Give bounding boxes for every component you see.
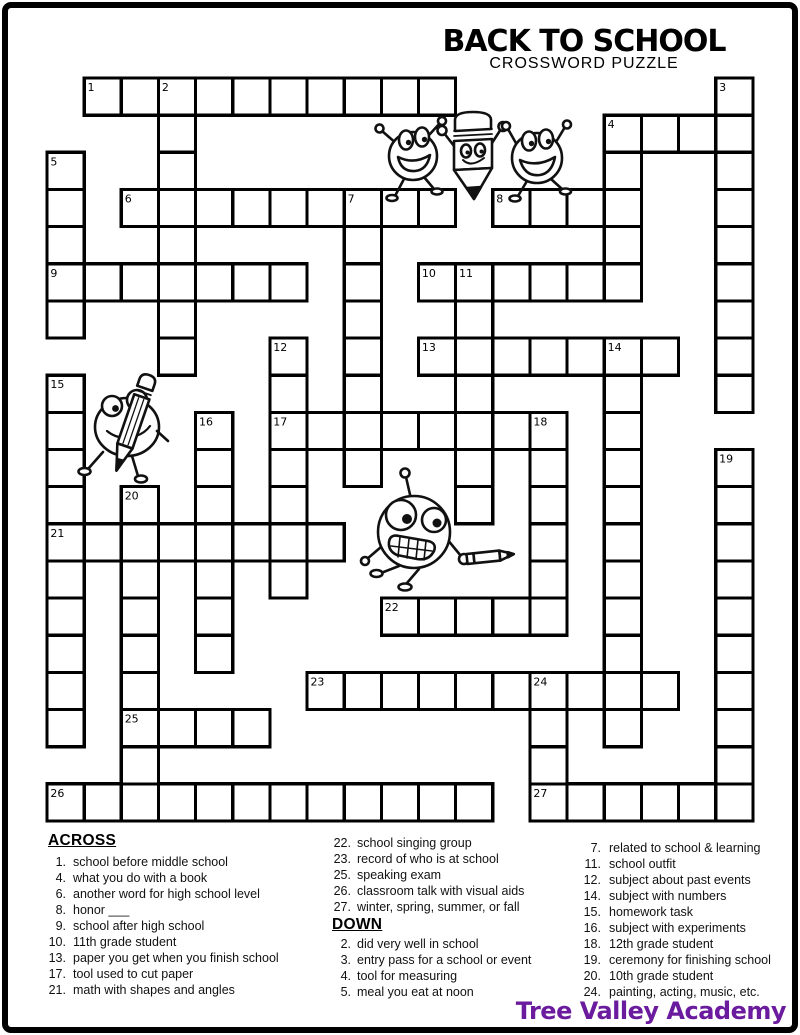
grid-cell[interactable]	[604, 450, 641, 487]
clue-text: subject about past events	[609, 873, 751, 887]
grid-cell[interactable]	[270, 524, 307, 561]
clue-number: 4.	[340, 969, 351, 983]
grid-cell[interactable]	[84, 524, 121, 561]
grid-cell[interactable]	[716, 710, 753, 747]
cell-number: 1	[87, 81, 95, 94]
grid-cell[interactable]	[381, 784, 418, 821]
clue-text: speaking exam	[357, 868, 442, 882]
cell-number: 9	[50, 266, 58, 280]
clue-text: painting, acting, music, etc.	[609, 985, 760, 999]
grid-cell[interactable]	[530, 710, 567, 747]
grid-cell[interactable]	[456, 338, 493, 375]
grid-cell[interactable]	[158, 338, 195, 375]
grid-cell[interactable]	[419, 412, 456, 449]
grid-cell[interactable]	[716, 747, 753, 784]
grid-cell[interactable]	[567, 784, 604, 821]
grid-cell[interactable]	[47, 412, 84, 449]
grid-cell[interactable]	[233, 78, 270, 115]
grid-cell[interactable]	[716, 301, 753, 338]
grid-cell[interactable]	[307, 524, 344, 561]
grid-cell[interactable]	[716, 227, 753, 264]
clue-text: homework task	[609, 905, 694, 919]
cell-number: 17	[273, 415, 288, 429]
grid-cell[interactable]	[456, 784, 493, 821]
clue-item	[40, 934, 332, 950]
grid-cell[interactable]	[196, 784, 233, 821]
clue-text: honor ___	[73, 903, 130, 917]
grid-cell[interactable]	[158, 524, 195, 561]
grid-cell[interactable]	[530, 450, 567, 487]
grid-cell[interactable]	[604, 412, 641, 449]
clue-number: 8.	[55, 903, 66, 917]
grid-cell[interactable]	[530, 338, 567, 375]
grid-cell[interactable]	[196, 598, 233, 635]
grid-cell[interactable]	[233, 524, 270, 561]
clue-text: record of who is at school	[357, 852, 499, 866]
cell-number: 10	[421, 266, 436, 280]
grid-cell[interactable]	[716, 598, 753, 635]
grid-cell[interactable]	[196, 450, 233, 487]
grid-cell[interactable]	[233, 189, 270, 226]
grid-cell[interactable]	[270, 487, 307, 524]
clue-text: entry pass for a school or event	[357, 953, 532, 967]
down-clue-list-2	[565, 840, 797, 1000]
grid-cell[interactable]	[716, 487, 753, 524]
clue-number: 13.	[48, 951, 66, 965]
grid-cell[interactable]	[419, 598, 456, 635]
grid-cell[interactable]	[196, 264, 233, 301]
grid-cell[interactable]	[270, 784, 307, 821]
grid-cell[interactable]	[344, 784, 381, 821]
clue-text: did very well in school	[357, 937, 479, 951]
clue-item	[40, 950, 332, 966]
grid-cell[interactable]	[47, 561, 84, 598]
grid-cell[interactable]	[456, 450, 493, 487]
grid-cell[interactable]	[158, 152, 195, 189]
grid-cell[interactable]	[381, 412, 418, 449]
grid-cell[interactable]	[307, 189, 344, 226]
cell-number: 19	[719, 452, 734, 466]
grid-cell[interactable]	[270, 450, 307, 487]
cell-number: 21	[50, 526, 65, 540]
grid-cell[interactable]	[716, 375, 753, 412]
grid-cell[interactable]	[344, 338, 381, 375]
clue-text: tool for measuring	[357, 969, 458, 983]
cell-number: 4	[607, 118, 615, 132]
grid-cell[interactable]	[716, 635, 753, 672]
grid-cell[interactable]	[716, 338, 753, 375]
clue-text: meal you eat at noon	[357, 985, 474, 999]
grid-cell[interactable]	[196, 710, 233, 747]
grid-cell[interactable]	[567, 338, 604, 375]
cell-number: 2	[161, 81, 169, 94]
middle-clue-column	[315, 835, 567, 1000]
grid-cell[interactable]	[419, 672, 456, 709]
pencil-character	[438, 112, 508, 199]
cell-number: 7	[347, 192, 355, 206]
grid-cell[interactable]	[567, 672, 604, 709]
clue-text: school singing group	[357, 836, 472, 850]
grid-cell[interactable]	[530, 487, 567, 524]
clue-item	[565, 856, 797, 872]
grid-cell[interactable]	[604, 635, 641, 672]
grid-cell[interactable]	[716, 672, 753, 709]
grid-cell[interactable]	[121, 524, 158, 561]
grid-cell[interactable]	[270, 561, 307, 598]
cell-number: 20	[124, 489, 139, 503]
cell-number: 25	[124, 712, 139, 726]
grid-cell[interactable]	[121, 264, 158, 301]
grid-cell[interactable]	[716, 152, 753, 189]
grid-cell[interactable]	[121, 561, 158, 598]
grid-cell[interactable]	[196, 524, 233, 561]
cell-number: 14	[607, 341, 622, 355]
clue-text: 11th grade student	[73, 935, 177, 949]
clue-item	[315, 851, 567, 867]
grid-cell[interactable]	[344, 672, 381, 709]
clue-item	[40, 966, 332, 982]
grid-cell[interactable]	[604, 784, 641, 821]
brand-logo: Tree Valley Academy	[515, 997, 786, 1025]
grid-cell[interactable]	[121, 598, 158, 635]
clue-number: 11.	[584, 857, 601, 871]
grid-cell[interactable]	[530, 747, 567, 784]
grid-cell[interactable]	[716, 189, 753, 226]
clue-item	[315, 899, 567, 915]
grid-cell[interactable]	[307, 784, 344, 821]
clue-text: related to school & learning	[609, 841, 761, 855]
grid-cell[interactable]	[47, 598, 84, 635]
cell-number: 18	[533, 415, 548, 429]
down-header: DOWN	[332, 916, 383, 933]
cell-number: 11	[459, 266, 474, 280]
cell-number: 13	[421, 341, 436, 355]
grid-cell[interactable]	[604, 264, 641, 301]
grid-cell[interactable]	[344, 412, 381, 449]
grid-cell[interactable]	[233, 784, 270, 821]
grid-cell[interactable]	[530, 264, 567, 301]
grid-cell[interactable]	[158, 227, 195, 264]
grid-cell[interactable]	[158, 784, 195, 821]
cell-number: 5	[50, 155, 58, 169]
clue-text: paper you get when you finish school	[73, 951, 279, 965]
grid-cell[interactable]	[641, 784, 678, 821]
clue-text: subject with experiments	[609, 921, 746, 935]
clue-number: 4.	[55, 871, 66, 885]
grid-cell[interactable]	[344, 227, 381, 264]
clue-text: 12th grade student	[609, 937, 714, 951]
clue-text: tool used to cut paper	[73, 967, 194, 981]
grid-cell[interactable]	[270, 189, 307, 226]
grid-cell[interactable]	[307, 78, 344, 115]
clue-number: 23.	[333, 852, 351, 866]
grid-cell[interactable]	[270, 264, 307, 301]
clue-item	[40, 918, 332, 934]
cell-number: 22	[384, 601, 399, 615]
grid-cell[interactable]	[679, 115, 716, 152]
clue-item	[565, 952, 797, 968]
cell-number: 15	[50, 378, 65, 392]
cell-number: 26	[50, 786, 65, 800]
clue-item	[40, 886, 332, 902]
grid-cell[interactable]	[233, 264, 270, 301]
cell-number: 23	[310, 675, 325, 689]
grid-cell[interactable]	[493, 672, 530, 709]
clue-item	[315, 952, 567, 968]
grid-cell[interactable]	[456, 598, 493, 635]
clue-item	[40, 982, 332, 998]
grid-cell[interactable]	[196, 487, 233, 524]
clue-text: 10th grade student	[609, 969, 714, 983]
clue-number: 22.	[333, 836, 351, 850]
clue-item	[565, 888, 797, 904]
grid-cell[interactable]	[493, 412, 530, 449]
grid-cell[interactable]	[158, 301, 195, 338]
grid-cell[interactable]	[604, 524, 641, 561]
clue-number: 25.	[333, 868, 351, 882]
grid-cell[interactable]	[121, 78, 158, 115]
clue-item	[40, 902, 332, 918]
grid-cell[interactable]	[196, 635, 233, 672]
grid-cell[interactable]	[641, 672, 678, 709]
grid-cell[interactable]	[47, 189, 84, 226]
grid-cell[interactable]	[641, 338, 678, 375]
grid-cell[interactable]	[158, 189, 195, 226]
cell-number: 24	[533, 675, 548, 689]
grid-cell[interactable]	[679, 784, 716, 821]
grid-cell[interactable]	[121, 784, 158, 821]
grid-cell[interactable]	[344, 264, 381, 301]
grid-cell[interactable]	[419, 78, 456, 115]
clue-number: 24.	[583, 985, 601, 999]
grid-cell[interactable]	[196, 189, 233, 226]
grid-cell[interactable]	[307, 412, 344, 449]
grid-cell[interactable]	[641, 115, 678, 152]
clue-text: school before middle school	[73, 855, 228, 869]
grid-cell[interactable]	[381, 189, 418, 226]
grid-cell[interactable]	[270, 78, 307, 115]
grid-cell[interactable]	[84, 784, 121, 821]
cell-number: 12	[273, 341, 288, 355]
clue-number: 12.	[583, 873, 601, 887]
grid-cell[interactable]	[47, 227, 84, 264]
grid-cell[interactable]	[47, 672, 84, 709]
page-subtitle: CROSSWORD PUZZLE	[489, 55, 679, 72]
grid-cell[interactable]	[456, 672, 493, 709]
grid-cell[interactable]	[530, 524, 567, 561]
grid-cell[interactable]	[716, 115, 753, 152]
across-clue-column	[40, 831, 332, 998]
clue-number: 10.	[48, 935, 66, 949]
down-clue-column	[565, 840, 797, 1000]
cell-number: 6	[124, 192, 132, 206]
clue-item	[565, 840, 797, 856]
grid-cell[interactable]	[158, 115, 195, 152]
clue-text: math with shapes and angles	[73, 983, 235, 997]
grid-cell[interactable]	[604, 152, 641, 189]
clue-number: 20.	[583, 969, 601, 983]
across-header: ACROSS	[48, 832, 117, 849]
grid-cell[interactable]	[456, 301, 493, 338]
grid-cell[interactable]	[456, 487, 493, 524]
grid-cell[interactable]	[716, 264, 753, 301]
clue-number: 7.	[590, 841, 601, 855]
clue-item	[315, 867, 567, 883]
grid-cell[interactable]	[456, 375, 493, 412]
grid-cell[interactable]	[121, 672, 158, 709]
clue-number: 5.	[340, 985, 351, 999]
clue-number: 6.	[55, 887, 66, 901]
grid-cell[interactable]	[381, 78, 418, 115]
clue-item	[565, 920, 797, 936]
clue-text: school outfit	[609, 857, 676, 871]
clue-text: classroom talk with visual aids	[357, 884, 525, 898]
clue-number: 2.	[340, 937, 351, 951]
grid-cell[interactable]	[233, 710, 270, 747]
clue-item	[40, 870, 332, 886]
page-title: BACK TO SCHOOL	[442, 24, 726, 59]
grid-cell[interactable]	[344, 450, 381, 487]
grid-cell[interactable]	[121, 635, 158, 672]
grid-cell[interactable]	[716, 524, 753, 561]
clue-number: 17.	[48, 967, 66, 981]
clue-number: 1.	[55, 855, 66, 869]
clue-number: 19.	[583, 953, 601, 967]
clue-item	[315, 936, 567, 952]
grid-cell[interactable]	[716, 561, 753, 598]
grid-cell[interactable]	[344, 301, 381, 338]
clue-number: 27.	[333, 900, 351, 914]
grid-cell[interactable]	[344, 375, 381, 412]
clue-number: 14.	[583, 889, 601, 903]
clue-item	[565, 968, 797, 984]
grid-cell[interactable]	[419, 784, 456, 821]
clue-item	[315, 968, 567, 984]
grid-cell[interactable]	[344, 78, 381, 115]
clue-item	[565, 904, 797, 920]
clue-text: ceremony for finishing school	[609, 953, 771, 967]
clue-text: what you do with a book	[73, 871, 208, 885]
clue-text: subject with numbers	[609, 889, 727, 903]
across-clue-list-1	[40, 854, 332, 998]
grid-cell[interactable]	[196, 78, 233, 115]
grid-cell[interactable]	[158, 710, 195, 747]
grid-cell[interactable]	[196, 561, 233, 598]
grid-cell[interactable]	[381, 672, 418, 709]
grid-cell[interactable]	[84, 264, 121, 301]
clue-number: 15.	[583, 905, 601, 919]
grid-cell[interactable]	[158, 264, 195, 301]
clue-number: 21.	[48, 983, 66, 997]
ball-character-writing	[79, 372, 169, 482]
grid-cell[interactable]	[604, 189, 641, 226]
grid-cell[interactable]	[604, 487, 641, 524]
cell-number: 3	[719, 81, 727, 94]
clue-item	[565, 936, 797, 952]
grid-cell[interactable]	[47, 487, 84, 524]
grid-cell[interactable]	[47, 301, 84, 338]
grid-cell[interactable]	[604, 672, 641, 709]
clue-text: school after high school	[73, 919, 205, 933]
clue-number: 26.	[333, 884, 351, 898]
clue-number: 16.	[583, 921, 601, 935]
down-clue-list-1	[315, 936, 567, 1000]
clue-text: another word for high school level	[73, 887, 260, 901]
cell-number: 16	[199, 415, 213, 429]
grid-cell[interactable]	[493, 264, 530, 301]
grid-cell[interactable]	[604, 227, 641, 264]
grid-cell[interactable]	[604, 710, 641, 747]
clue-number: 3.	[340, 953, 351, 967]
grid-cell[interactable]	[47, 450, 84, 487]
grid-cell[interactable]	[604, 598, 641, 635]
grid-cell[interactable]	[47, 635, 84, 672]
clue-item	[315, 835, 567, 851]
clue-item	[40, 854, 332, 870]
clue-item	[565, 872, 797, 888]
grid-cell[interactable]	[121, 747, 158, 784]
grid-cell[interactable]	[530, 598, 567, 635]
cell-number: 8	[496, 192, 504, 206]
clue-number: 9.	[55, 919, 66, 933]
clue-text: winter, spring, summer, or fall	[357, 900, 520, 914]
clue-number: 18.	[583, 937, 601, 951]
grid-cell[interactable]	[270, 375, 307, 412]
grid-cell[interactable]	[493, 598, 530, 635]
grid-cell[interactable]	[530, 561, 567, 598]
across-clue-list-2	[315, 835, 567, 915]
grid-cell[interactable]	[604, 561, 641, 598]
grid-cell[interactable]	[716, 784, 753, 821]
grid-cell[interactable]	[567, 264, 604, 301]
grid-cell[interactable]	[567, 189, 604, 226]
grid-cell[interactable]	[456, 412, 493, 449]
grid-cell[interactable]	[493, 338, 530, 375]
grid-cell[interactable]	[604, 375, 641, 412]
clue-item	[315, 883, 567, 899]
grid-cell[interactable]	[47, 710, 84, 747]
cell-number: 27	[533, 786, 548, 800]
